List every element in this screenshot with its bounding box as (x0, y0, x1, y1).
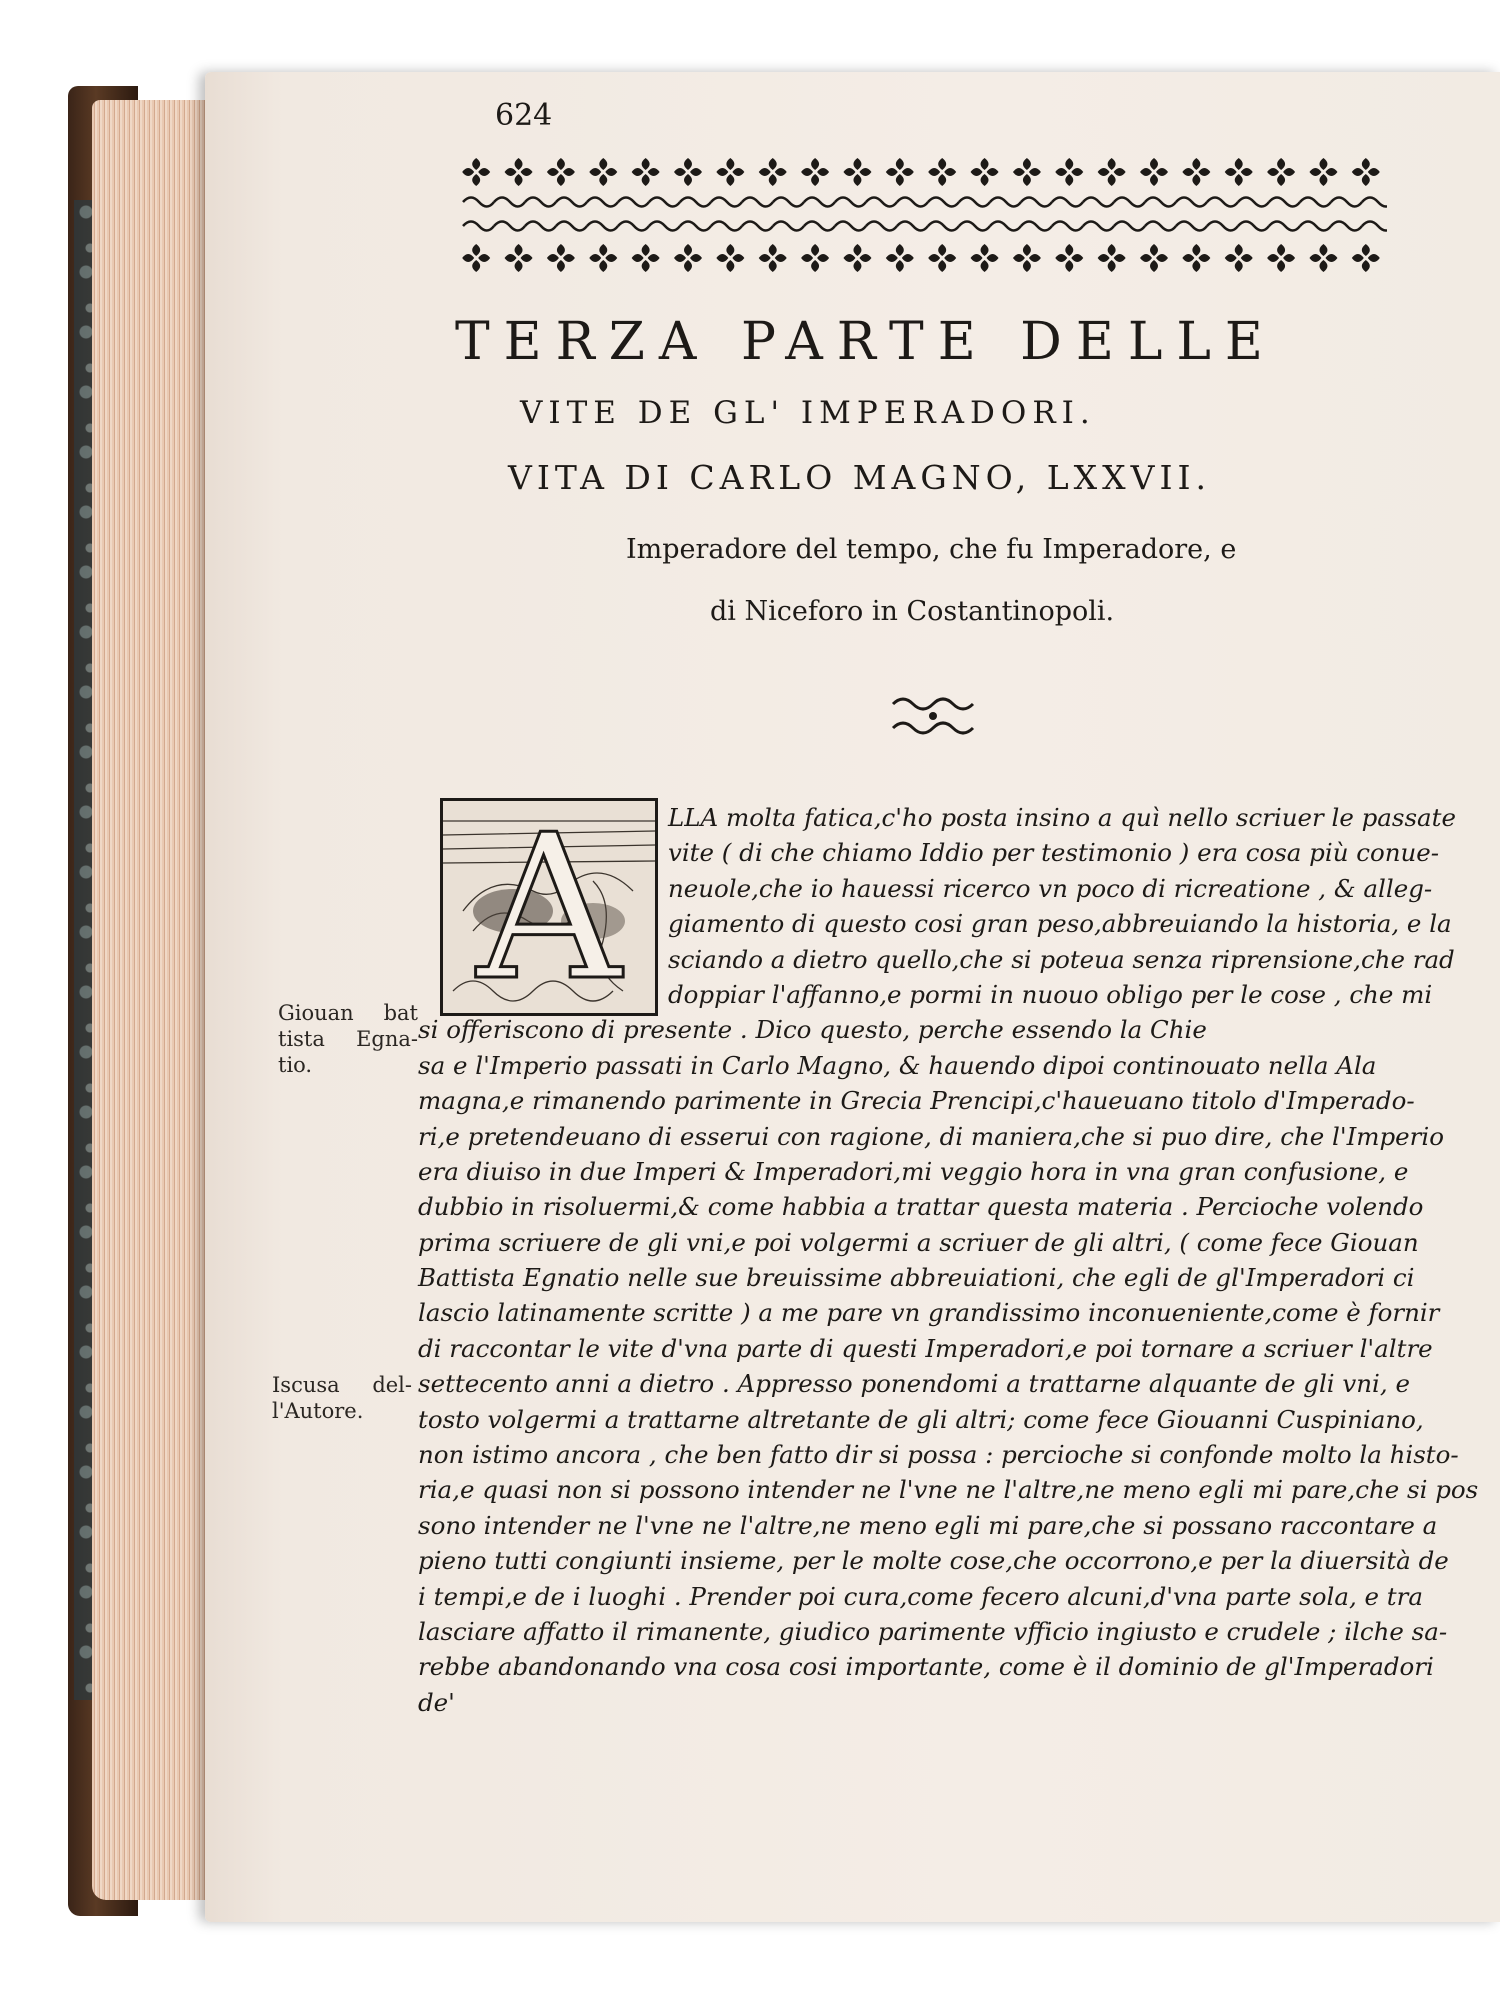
fleur-icon (971, 244, 999, 272)
body-line: lasciare affatto il rimanente, giudico parimente vfficio ingiusto e crudele ; ilche sa- (418, 1616, 1448, 1646)
part-subtitle: VITE DE GL' IMPERADORI. (520, 395, 1096, 431)
margin-note-line (278, 1026, 418, 1052)
scroll-icon (773, 198, 804, 207)
scroll-icon (1114, 222, 1145, 231)
body-line: tosto volgermi a trattarne altretante de gli altri; come fece Giouanni Cuspiniano, (418, 1404, 1424, 1434)
part-title: TERZA PARTE DELLE (455, 312, 1277, 372)
scroll-icon (804, 222, 835, 231)
fleur-icon (632, 158, 660, 186)
scroll-icon (773, 222, 804, 231)
scroll-icon (1269, 198, 1300, 207)
fleur-icon (759, 244, 787, 272)
ornamental-headpiece (455, 150, 1387, 280)
margin-note-line (278, 1052, 418, 1078)
fleur-icon (843, 244, 871, 272)
fleur-icon (505, 244, 533, 272)
scroll-icon (1176, 198, 1207, 207)
scroll-icon (1362, 198, 1387, 207)
fleur-icon (589, 158, 617, 186)
fleur-icon (1309, 158, 1337, 186)
scroll-icon (897, 198, 928, 207)
body-line: si offeriscono di presente . Dico questo, perche essendo la Chie (418, 1015, 1207, 1045)
scroll-icon (711, 198, 742, 207)
scroll-icon (587, 222, 618, 231)
scroll-icon (1362, 222, 1387, 231)
fleur-icon (462, 158, 490, 186)
scroll-icon (990, 198, 1021, 207)
fleur-icon (1182, 158, 1210, 186)
body-line: ria,e quasi non si possono intender ne l'vne ne l'altre,ne meno egli mi pare,che si pos (418, 1475, 1479, 1505)
scroll-icon (1300, 198, 1331, 207)
scroll-icon (1114, 198, 1145, 207)
body-line: prima scriuere de gli vni,e poi volgermi a scriuer de gli altri, ( come fece Giouan (418, 1227, 1419, 1257)
fleur-icon (759, 158, 787, 186)
scroll-icon (742, 198, 773, 207)
scroll-icon (618, 198, 649, 207)
fleur-icon (801, 244, 829, 272)
body-line: doppiar l'affanno,e pormi in nuouo obligo per le cose , che mi (668, 979, 1433, 1009)
scroll-icon (525, 198, 556, 207)
scroll-icon (1331, 222, 1362, 231)
body-line: Battista Egnatio nelle sue breuissime abbreuiationi, che egli de gl'Imperadori ci (418, 1263, 1415, 1293)
fleuron-ornament (888, 690, 978, 740)
scroll-icon (1300, 222, 1331, 231)
scroll-icon (1052, 198, 1083, 207)
fleur-icon (632, 244, 660, 272)
fleur-icon (1013, 158, 1041, 186)
margin-note-line (272, 1398, 412, 1424)
body-line: sa e l'Imperio passati in Carlo Magno, & hauendo dipoi continouato nella Ala (418, 1050, 1377, 1080)
chapter-subheading-line-2: di Niceforo in Costantinopoli. (710, 596, 1115, 627)
body-text (418, 800, 1479, 1720)
scroll-icon (587, 198, 618, 207)
scroll-icon (835, 222, 866, 231)
body-line: de' (418, 1687, 455, 1717)
scroll-icon (990, 222, 1021, 231)
scroll-icon (1083, 198, 1114, 207)
fleur-icon (462, 244, 490, 272)
scroll-icon (866, 222, 897, 231)
initial-letter: A (476, 798, 622, 1016)
body-line: i tempi,e de i luoghi . Prender poi cura,come fecero alcuni,d'vna parte sola, e tra (418, 1581, 1423, 1611)
fleur-icon (1098, 158, 1126, 186)
margin-note-autore (272, 1372, 412, 1424)
fleur-icon (843, 158, 871, 186)
margin-note-word: tio. (278, 1053, 313, 1077)
fleur-icon (801, 158, 829, 186)
fleur-icon (1225, 158, 1253, 186)
body-line: LLA molta fatica,c'ho posta insino a quì nello scriuer le passate (668, 803, 1457, 832)
scroll-icon (649, 222, 680, 231)
scroll-icon (1238, 198, 1269, 207)
body-line: sono intender ne l'vne ne l'altre,ne meno egli mi pare,che si possano raccontare a (418, 1510, 1438, 1540)
fleur-icon (1182, 244, 1210, 272)
body-line: giamento di questo cosi gran peso,abbreuiando la historia, e la (668, 909, 1452, 939)
fleur-icon (1352, 244, 1380, 272)
margin-note-word: del- (372, 1373, 412, 1397)
scroll-icon (1269, 222, 1300, 231)
margin-note-word: bat (383, 1001, 418, 1025)
scroll-icon (711, 222, 742, 231)
scroll-icon (959, 222, 990, 231)
margin-note-line (272, 1372, 412, 1398)
scroll-icon (463, 222, 494, 231)
scroll-icon (959, 198, 990, 207)
scroll-icon (1083, 222, 1114, 231)
margin-note-egnatio (278, 1000, 418, 1078)
fleur-icon (1267, 244, 1295, 272)
body-line: di raccontar le vite d'vna parte di questi Imperadori,e poi tornare a scriuer l'altre (418, 1333, 1433, 1363)
fleur-icon (547, 244, 575, 272)
scroll-icon (804, 198, 835, 207)
scroll-icon (1176, 222, 1207, 231)
scroll-icon (1331, 198, 1362, 207)
scroll-icon (1021, 222, 1052, 231)
body-line: era diuiso in due Imperi & Imperadori,mi veggio hora in vna gran confusione, e (418, 1156, 1409, 1186)
body-line: neuole,che io hauessi ricerco vn poco di ricreatione , & alleg- (668, 873, 1433, 903)
fleur-icon (1352, 158, 1380, 186)
scroll-icon (1207, 198, 1238, 207)
fleur-icon (1309, 244, 1337, 272)
scroll-icon (680, 222, 711, 231)
scroll-icon (1145, 222, 1176, 231)
scroll-icon (928, 198, 959, 207)
fleur-icon (886, 244, 914, 272)
margin-note-word: Iscusa (272, 1373, 340, 1397)
fleur-icon (716, 244, 744, 272)
margin-note-word: tista (278, 1027, 325, 1051)
scroll-icon (649, 198, 680, 207)
fleur-icon (1098, 244, 1126, 272)
scroll-icon (1145, 198, 1176, 207)
fleur-icon (1225, 244, 1253, 272)
body-line: non istimo ancora , che ben fatto dir si possa : percioche si confonde molto la histo- (418, 1440, 1459, 1470)
fleur-icon (928, 244, 956, 272)
scroll-icon (928, 222, 959, 231)
body-line: dubbio in risoluermi,& come habbia a trattar questa materia . Percioche volendo (418, 1192, 1424, 1222)
page-number: 624 (495, 98, 553, 133)
body-line: magna,e rimanendo parimente in Grecia Prencipi,c'haueuano titolo d'Imperado- (418, 1086, 1415, 1116)
fleur-icon (716, 158, 744, 186)
page-block-edges (92, 100, 212, 1900)
body-line: rebbe abandonando vna cosa cosi importante, come è il dominio de gl'Imperadori (418, 1652, 1434, 1682)
fleur-icon (674, 158, 702, 186)
fleur-icon (1055, 244, 1083, 272)
scroll-icon (742, 222, 773, 231)
body-line: pieno tutti congiunti insieme, per le molte cose,che occorrono,e per la diuersità de (418, 1546, 1449, 1576)
fleur-icon (1140, 158, 1168, 186)
scroll-icon (463, 198, 494, 207)
margin-note-word: Egna- (356, 1027, 418, 1051)
chapter-subheading-line-1: Imperadore del tempo, che fu Imperadore, e (626, 534, 1237, 565)
body-line: vite ( di che chiamo Iddio per testimonio ) era cosa più conue- (668, 838, 1440, 868)
fleur-icon (971, 158, 999, 186)
scroll-icon (525, 222, 556, 231)
margin-note-line (278, 1000, 418, 1026)
fleur-icon (505, 158, 533, 186)
scroll-icon (1021, 198, 1052, 207)
chapter-heading: VITA DI CARLO MAGNO, LXXVII. (508, 458, 1212, 497)
fleur-icon (928, 158, 956, 186)
body-line: lascio latinamente scritte ) a me pare vn grandissimo inconueniente,come è fornir (418, 1298, 1440, 1328)
scroll-icon (494, 222, 525, 231)
fleur-icon (547, 158, 575, 186)
scroll-icon (680, 198, 711, 207)
body-line: settecento anni a dietro . Appresso ponendomi a trattarne alquante de gli vni, e (418, 1369, 1410, 1399)
fleur-icon (1013, 244, 1041, 272)
body-line: ri,e pretendeuano di esserui con ragione, di maniera,che si puo dire, che l'Imperio (418, 1121, 1444, 1151)
fleur-icon (1140, 244, 1168, 272)
scroll-icon (556, 222, 587, 231)
fleur-icon (1055, 158, 1083, 186)
scroll-icon (866, 198, 897, 207)
fleur-icon (886, 158, 914, 186)
body-line: sciando a dietro quello,che si poteua senza riprensione,che rad (668, 944, 1455, 974)
fleur-icon (674, 244, 702, 272)
scroll-icon (1207, 222, 1238, 231)
margin-note-word: Giouan (278, 1001, 354, 1025)
fleur-icon (1267, 158, 1295, 186)
fleur-icon (589, 244, 617, 272)
scroll-icon (618, 222, 649, 231)
scroll-icon (494, 198, 525, 207)
scroll-icon (1238, 222, 1269, 231)
scroll-icon (835, 198, 866, 207)
scroll-icon (897, 222, 928, 231)
margin-note-word: l'Autore. (272, 1399, 364, 1423)
scroll-icon (1052, 222, 1083, 231)
scroll-icon (556, 198, 587, 207)
